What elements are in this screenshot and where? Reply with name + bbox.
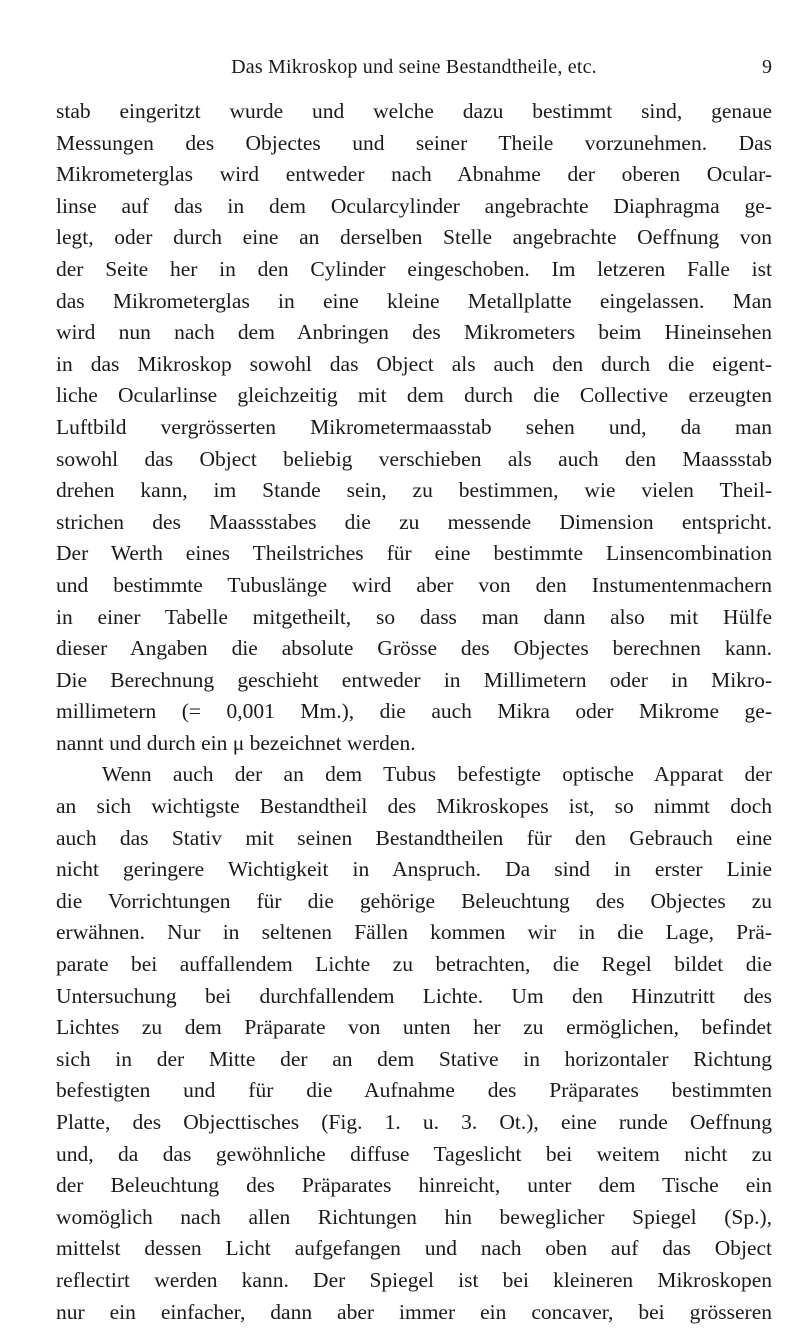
page-number: 9 <box>762 56 772 78</box>
text-line: Der Werth eines Theilstriches für eine bestimmte Linsencombination <box>56 541 772 566</box>
text-line: erwähnen. Nur in seltenen Fällen kommen wir in die Lage, Prä- <box>56 920 772 945</box>
text-line: Die Berechnung geschieht entweder in Millimetern oder in Mikro- <box>56 667 772 692</box>
text-line: Messungen des Objectes und seiner Theile vorzunehmen. Das <box>56 130 772 155</box>
text-line: in einer Tabelle mitgetheilt, so dass man dann also mit Hülfe <box>56 604 772 629</box>
text-line: sowohl das Object beliebig verschieben als auch den Maassstab <box>56 446 772 471</box>
page-header <box>56 56 772 82</box>
body-text <box>56 96 772 1328</box>
text-line: der Beleuchtung des Präparates hinreicht, unter dem Tische ein <box>56 1173 772 1198</box>
text-line: sich in der Mitte der an dem Stative in horizontaler Richtung <box>56 1046 772 1071</box>
text-line: das Mikrometerglas in eine kleine Metallplatte eingelassen. Man <box>56 288 772 313</box>
text-line: millimetern (= 0,001 Mm.), die auch Mikra oder Mikrome ge- <box>56 699 772 724</box>
text-line: Untersuchung bei durchfallendem Lichte. Um den Hinzutritt des <box>56 983 772 1008</box>
text-line: stab eingeritzt wurde und welche dazu bestimmt sind, genaue <box>56 99 772 123</box>
text-line: dieser Angaben die absolute Grösse des Objectes berechnen kann. <box>56 636 772 661</box>
paragraph-end-line: nannt und durch ein μ bezeichnet werden. <box>56 730 416 755</box>
text-line: wird nun nach dem Anbringen des Mikrometers beim Hineinsehen <box>56 320 772 345</box>
text-line: Lichtes zu dem Präparate von unten her zu ermöglichen, befindet <box>56 1015 772 1040</box>
text-line: Luftbild vergrösserten Mikrometermaasstab sehen und, da man <box>56 414 772 439</box>
text-line: parate bei auffallendem Lichte zu betrachten, die Regel bildet die <box>56 952 772 977</box>
text-line: womöglich nach allen Richtungen hin beweglicher Spiegel (Sp.), <box>56 1204 772 1229</box>
text-line: strichen des Maassstabes die zu messende Dimension entspricht. <box>56 509 772 534</box>
running-head: Das Mikroskop und seine Bestandtheile, etc. <box>231 56 597 78</box>
text-line: liche Ocularlinse gleichzeitig mit dem durch die Collective erzeugten <box>56 383 772 408</box>
text-line: Mikrometerglas wird entweder nach Abnahme der oberen Ocular- <box>56 162 772 187</box>
text-line: nur ein einfacher, dann aber immer ein concaver, bei grösseren <box>56 1299 772 1324</box>
text-line: drehen kann, im Stande sein, zu bestimmen, wie vielen Theil- <box>56 478 772 503</box>
text-line: und, da das gewöhnliche diffuse Tageslicht bei weitem nicht zu <box>56 1141 772 1166</box>
text-line: an sich wichtigste Bestandtheil des Mikroskopes ist, so nimmt doch <box>56 794 772 819</box>
text-line: linse auf das in dem Ocularcylinder angebrachte Diaphragma ge- <box>56 193 772 218</box>
paragraph-start-line: Wenn auch der an dem Tubus befestigte optische Apparat der <box>102 762 772 787</box>
text-line: die Vorrichtungen für die gehörige Beleuchtung des Objectes zu <box>56 888 772 913</box>
text-line: befestigten und für die Aufnahme des Präparates bestimmten <box>56 1078 772 1103</box>
text-line: mittelst dessen Licht aufgefangen und nach oben auf das Object <box>56 1236 772 1261</box>
text-line: reflectirt werden kann. Der Spiegel ist bei kleineren Mikroskopen <box>56 1267 772 1292</box>
text-line: nicht geringere Wichtigkeit in Anspruch. Da sind in erster Linie <box>56 857 772 882</box>
text-line: Platte, des Objecttisches (Fig. 1. u. 3. Ot.), eine runde Oeffnung <box>56 1110 772 1134</box>
text-line: legt, oder durch eine an derselben Stelle angebrachte Oeffnung von <box>56 225 772 250</box>
text-line: der Seite her in den Cylinder eingeschoben. Im letzeren Falle ist <box>56 256 772 281</box>
text-line: in das Mikroskop sowohl das Object als auch den durch die eigent- <box>56 351 772 376</box>
text-line: auch das Stativ mit seinen Bestandtheilen für den Gebrauch eine <box>56 825 772 850</box>
text-line: und bestimmte Tubuslänge wird aber von den Instumentenmachern <box>56 572 772 597</box>
